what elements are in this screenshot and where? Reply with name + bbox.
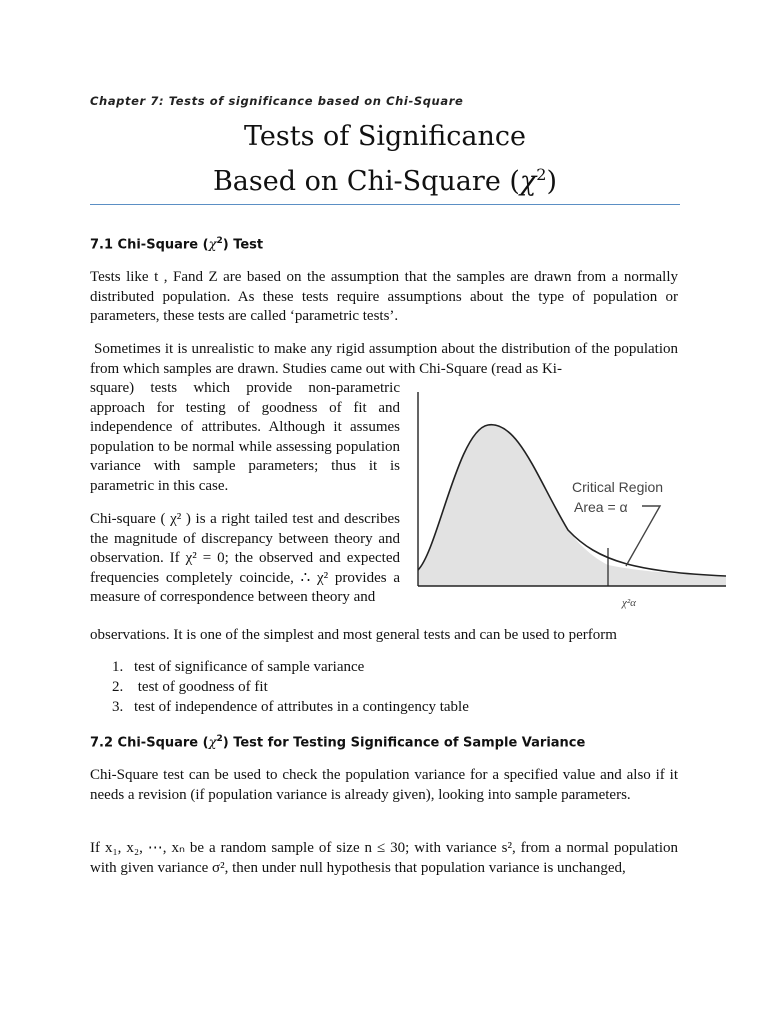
paragraph-parametric: Tests like t , Fand Z are based on the assumption that the samples are drawn from a normally distributed population. As these tests require assumptions about the type of population or parameters, these tests are called ‘parametric tests’. [90, 269, 678, 324]
superscript: 2 [216, 236, 223, 246]
list-number: 2. [112, 679, 124, 695]
section-title: ) Test [222, 237, 264, 253]
chi-square-distribution-figure [408, 390, 726, 615]
superscript: 2 [216, 734, 223, 744]
paragraph-random-sample: If x₁, x₂, ⋯, xₙ be a random sample of size n ≤ 30; with variance s², from a normal population with given variance σ², then under null hypothesis that population variance is unchanged, [90, 840, 678, 876]
title-paren: ) [546, 166, 558, 197]
paragraph-nonparametric-intro: Sometimes it is unrealistic to make any rigid assumption about the distribution of the population from which samples are drawn. Studies came out with Chi-Square (read as Ki- [90, 341, 678, 377]
list-number: 3. [112, 699, 124, 715]
chi-symbol: χ [208, 735, 217, 751]
page-title [90, 118, 680, 201]
list-text: test of independence of attributes in a contingency table [134, 699, 469, 715]
list-text: test of significance of sample variance [134, 659, 365, 675]
title-line-1: Tests of Significance [243, 121, 527, 152]
list-item [112, 697, 469, 717]
title-divider [90, 204, 680, 205]
section-title: ) Test for Testing Significance of Sample Variance [222, 735, 586, 751]
title-line-2 [90, 156, 680, 201]
section-heading-7-2 [90, 734, 585, 750]
paragraph-variance-check: Chi-Square test can be used to check the population variance for a specified value and also if it needs a revision (if population variance is already given), looking into sample parameters. [90, 767, 678, 803]
list-item [112, 677, 469, 697]
chapter-header: Chapter 7: Tests of significance based on Chi-Square [90, 94, 464, 108]
critical-region-label: Critical Region [572, 479, 664, 495]
paragraph-chi-square-desc: Chi-square ( χ² ) is a right tailed test and describes the magnitude of discrepancy between theory and observation. If χ² = 0; the observed and expected frequencies completely coincide, ∴ χ² provides a measure of correspondence between theory and [90, 511, 400, 605]
pointer-arrow [626, 506, 660, 566]
section-number: 7.1 Chi-Square ( [90, 237, 209, 253]
chi-symbol: χ [208, 237, 217, 253]
paragraph-chi-square-end: observations. It is one of the simplest and most general tests and can be used to perform [90, 627, 617, 643]
list-number: 1. [112, 659, 124, 675]
list-text: test of goodness of fit [134, 679, 268, 695]
section-number: 7.2 Chi-Square ( [90, 735, 209, 751]
section-heading-7-1 [90, 236, 263, 252]
superscript: 2 [536, 165, 547, 184]
critical-value-label: χ²α [622, 597, 636, 609]
title-text: Based on Chi-Square ( [212, 166, 520, 197]
paragraph-nonparametric-wrap: square) tests which provide non-parametric approach for testing of goodness of fit and independence of attributes. Although it assumes population to be normal while assessing population variance with sample parameters; thus it is parametric in this case. [90, 380, 400, 494]
area-alpha-label: Area = α [574, 499, 628, 515]
test-uses-list [112, 657, 469, 717]
chi-symbol: χ [519, 166, 537, 197]
list-item [112, 657, 469, 677]
